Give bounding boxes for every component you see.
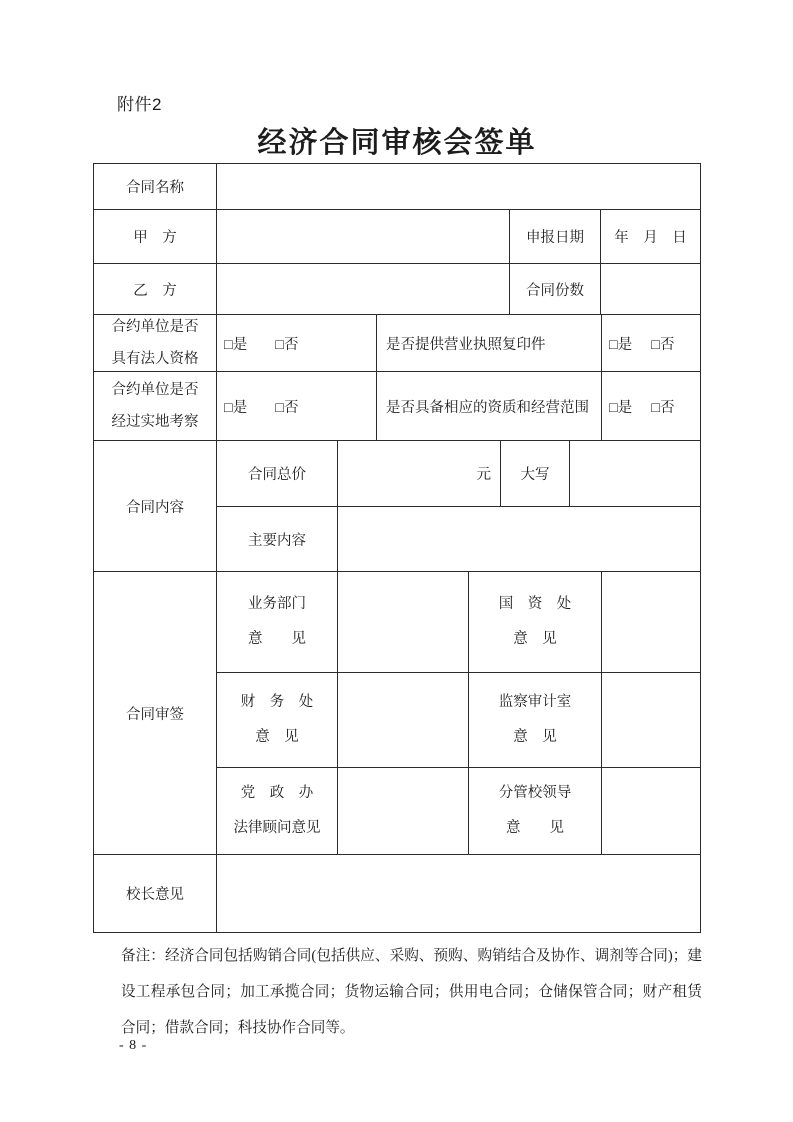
row-signoff-2 xyxy=(217,673,700,768)
row-site-inspection xyxy=(94,372,700,441)
contract-content-subgrid xyxy=(217,441,700,572)
party-admin-legal-opinion-cell[interactable] xyxy=(338,768,469,855)
row-total-price xyxy=(217,441,700,507)
row-signoff-1 xyxy=(217,572,700,673)
page-number: - 8 - xyxy=(119,1038,148,1053)
row-president-opinion xyxy=(94,855,700,932)
page-title: 经济合同审核会签单 xyxy=(257,127,537,159)
qualification-scope-question: 是否具备相应的资质和经营范围 xyxy=(377,372,602,441)
license-copy-checkboxes xyxy=(602,315,700,372)
copies-label: 合同份数 xyxy=(510,264,601,315)
school-leader-opinion-label: 分管校领导 意 见 xyxy=(469,768,602,855)
audit-office-opinion-cell[interactable] xyxy=(602,673,700,768)
checkbox-no[interactable]: □否 xyxy=(275,399,299,416)
party-b-value-cell[interactable] xyxy=(217,264,510,315)
row-contract-content xyxy=(94,441,700,572)
site-inspection-checkboxes xyxy=(217,372,377,441)
total-price-label: 合同总价 xyxy=(217,441,338,507)
checkbox-no[interactable]: □否 xyxy=(275,336,299,353)
row-contract-name xyxy=(94,164,700,210)
row-signoff-3 xyxy=(217,768,700,855)
signoff-subgrid xyxy=(217,572,700,855)
qualification-scope-checkboxes xyxy=(602,372,700,441)
state-assets-opinion-label: 国 资 处 意 见 xyxy=(469,572,602,673)
finance-dept-opinion-cell[interactable] xyxy=(338,673,469,768)
checkbox-yes[interactable]: □是 xyxy=(224,336,248,353)
signoff-label: 合同审签 xyxy=(94,572,217,855)
checkbox-yes[interactable]: □是 xyxy=(609,399,633,416)
contract-name-value-cell[interactable] xyxy=(217,164,700,210)
row-main-content xyxy=(217,507,700,572)
site-inspection-label: 合约单位是否 经过实地考察 xyxy=(94,372,217,441)
party-a-value-cell[interactable] xyxy=(217,210,510,264)
party-admin-legal-opinion-label: 党 政 办 法律顾问意见 xyxy=(217,768,338,855)
state-assets-opinion-cell[interactable] xyxy=(602,572,700,673)
attachment-label: 附件2 xyxy=(117,95,162,114)
row-party-a xyxy=(94,210,700,264)
caps-amount-label: 大写 xyxy=(501,441,570,507)
contract-content-label: 合同内容 xyxy=(94,441,217,572)
currency-unit-label: 元 xyxy=(476,467,491,483)
license-copy-question: 是否提供营业执照复印件 xyxy=(377,315,602,372)
contract-name-label: 合同名称 xyxy=(94,164,217,210)
declare-date-label: 申报日期 xyxy=(510,210,601,264)
row-legal-qualification xyxy=(94,315,700,372)
row-signoff xyxy=(94,572,700,855)
business-dept-opinion-label: 业务部门 意 见 xyxy=(217,572,338,673)
main-content-value-cell[interactable] xyxy=(338,507,700,572)
legal-qualification-label: 合约单位是否 具有法人资格 xyxy=(94,315,217,372)
contract-form-table xyxy=(93,163,701,933)
school-leader-opinion-cell[interactable] xyxy=(602,768,700,855)
footnote-remark: 备注：经济合同包括购销合同(包括供应、采购、预购、购销结合及协作、调剂等合同)；建设工程承包合同；加工承揽合同；货物运输合同；供用电合同；仓储保管合同；财产租赁合同；借款合同；科技协作合同等。 xyxy=(121,948,702,1036)
finance-dept-opinion-label: 财 务 处 意 见 xyxy=(217,673,338,768)
main-content-label: 主要内容 xyxy=(217,507,338,572)
caps-amount-value-cell[interactable] xyxy=(570,441,700,507)
copies-value-cell[interactable] xyxy=(601,264,700,315)
party-b-label: 乙 方 xyxy=(94,264,217,315)
checkbox-yes[interactable]: □是 xyxy=(609,336,633,353)
declare-date-value-cell[interactable]: 年 月 日 xyxy=(601,210,700,264)
checkbox-yes[interactable]: □是 xyxy=(224,399,248,416)
checkbox-no[interactable]: □否 xyxy=(651,336,675,353)
president-opinion-label: 校长意见 xyxy=(94,855,217,932)
audit-office-opinion-label: 监察审计室 意 见 xyxy=(469,673,602,768)
row-party-b xyxy=(94,264,700,315)
legal-qualification-checkboxes xyxy=(217,315,377,372)
business-dept-opinion-cell[interactable] xyxy=(338,572,469,673)
party-a-label: 甲 方 xyxy=(94,210,217,264)
total-price-value-cell[interactable] xyxy=(338,441,501,507)
president-opinion-cell[interactable] xyxy=(217,855,700,932)
checkbox-no[interactable]: □否 xyxy=(651,399,675,416)
